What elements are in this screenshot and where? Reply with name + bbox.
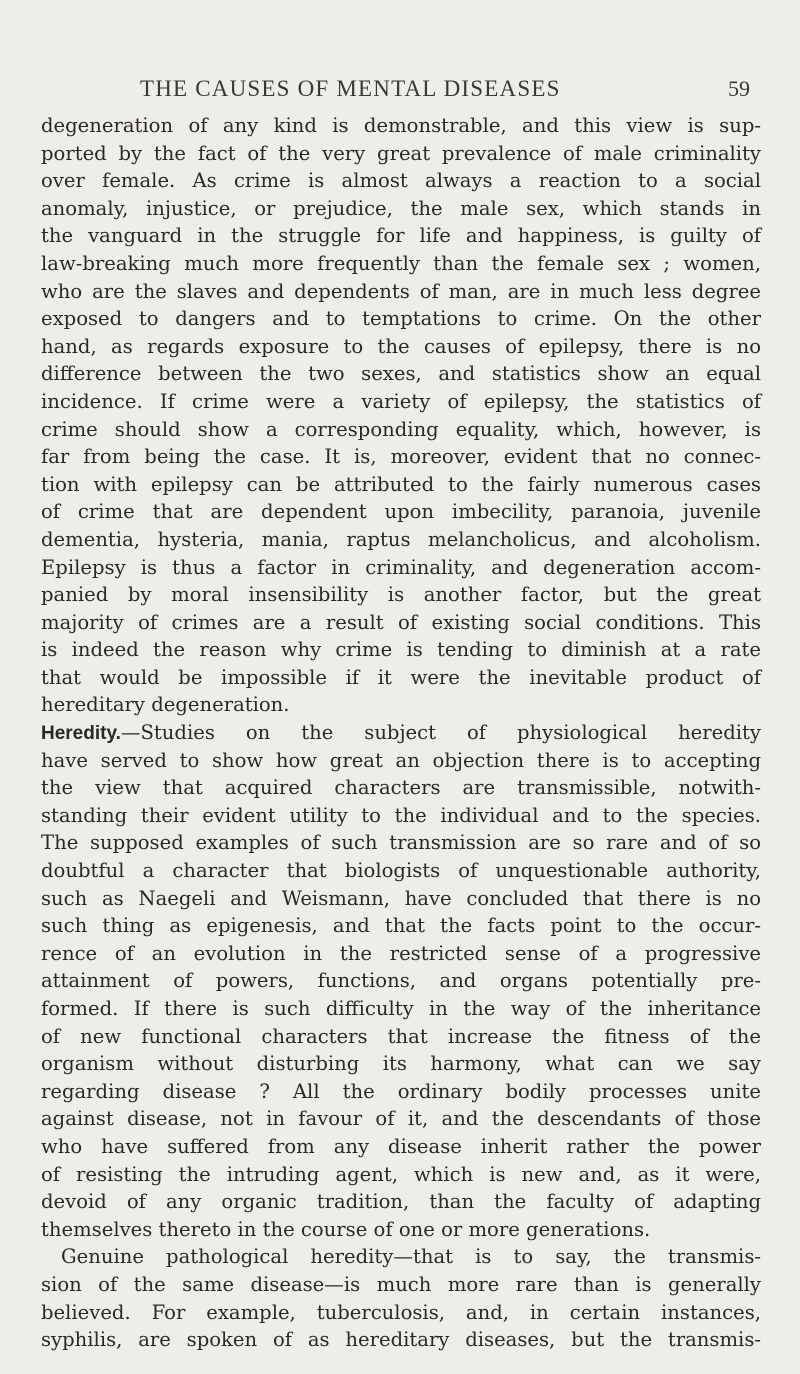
text-line: that would be impossible if it were the inevitable product of xyxy=(41,665,761,689)
text-line: dementia, hysteria, mania, raptus melancholicus, and alcoholism. xyxy=(41,527,761,551)
text-line: who have suffered from any disease inherit rather the power xyxy=(41,1134,761,1158)
text-line: standing their evident utility to the individual and to the species. xyxy=(41,803,761,827)
text-line: over female. As crime is almost always a reaction to a social xyxy=(41,169,761,193)
text-line: ported by the fact of the very great prevalence of male criminality xyxy=(41,141,761,165)
page-number: 59 xyxy=(728,76,750,101)
text-line: regarding disease ? All the ordinary bodily processes unite xyxy=(41,1079,761,1103)
text-line: is indeed the reason why crime is tending to diminish at a rate xyxy=(41,638,761,662)
text-line: The supposed examples of such transmission are so rare and of so xyxy=(41,831,761,855)
text-line: law-breaking much more frequently than the female sex ; women, xyxy=(41,251,761,275)
text-line: Epilepsy is thus a factor in criminality, and degeneration accom- xyxy=(41,555,761,579)
text-line: of crime that are dependent upon imbecility, paranoia, juvenile xyxy=(41,500,761,524)
text-line: doubtful a character that biologists of unquestionable authority, xyxy=(41,859,761,883)
text-fragment: —Studies on the subject of physiological heredity xyxy=(120,721,761,745)
text-line: rence of an evolution in the restricted sense of a progressive xyxy=(41,941,761,965)
text-line: panied by moral insensibility is another factor, but the great xyxy=(41,583,761,607)
running-head xyxy=(40,76,760,110)
text-line: Genuine pathological heredity—that is to say, the transmis- xyxy=(61,1245,761,1269)
text-line: who are the slaves and dependents of man, are in much less degree xyxy=(41,279,761,303)
text-line: such thing as epigenesis, and that the facts point to the occur- xyxy=(41,914,761,938)
text-line: far from being the case. It is, moreover, evident that no connec- xyxy=(41,445,761,469)
body-text xyxy=(41,112,761,1354)
paragraph-pathological-heredity xyxy=(41,1243,761,1353)
text-line: the vanguard in the struggle for life and happiness, is guilty of xyxy=(41,224,761,248)
text-line: have served to show how great an objection there is to accepting xyxy=(41,748,761,772)
text-line: the view that acquired characters are transmissible, notwith- xyxy=(41,776,761,800)
text-line: degeneration of any kind is demonstrable, and this view is sup- xyxy=(41,114,761,137)
text-line: hand, as regards exposure to the causes of epilepsy, there is no xyxy=(41,334,761,358)
text-line: against disease, not in favour of it, and the descendants of those xyxy=(41,1107,761,1131)
text-line: devoid of any organic tradition, than the faculty of adapting xyxy=(41,1190,761,1214)
text-line: difference between the two sexes, and statistics show an equal xyxy=(41,362,761,386)
text-line: majority of crimes are a result of existing social conditions. This xyxy=(41,610,761,634)
text-line xyxy=(41,719,761,747)
text-line: organism without disturbing its harmony, what can we say xyxy=(41,1052,761,1076)
text-line: of new functional characters that increase the fitness of the xyxy=(41,1024,761,1048)
text-line: such as Naegeli and Weismann, have concluded that there is no xyxy=(41,886,761,910)
text-line: sion of the same disease—is much more rare than is generally xyxy=(41,1272,761,1296)
paragraph-heredity xyxy=(41,719,761,1243)
section-heading-heredity: Heredity. xyxy=(41,723,121,745)
text-line: syphilis, are spoken of as hereditary diseases, but the transmis- xyxy=(41,1328,761,1352)
text-line: themselves thereto in the course of one or more generations. xyxy=(41,1217,651,1241)
text-line: incidence. If crime were a variety of epilepsy, the statistics of xyxy=(41,389,761,413)
running-title: THE CAUSES OF MENTAL DISEASES xyxy=(140,76,561,101)
text-line: tion with epilepsy can be attributed to the fairly numerous cases xyxy=(41,472,761,496)
text-line: formed. If there is such difficulty in the way of the inheritance xyxy=(41,997,761,1020)
text-line: crime should show a corresponding equality, which, however, is xyxy=(41,417,761,441)
text-line: of resisting the intruding agent, which is new and, as it were, xyxy=(41,1162,761,1186)
paragraph-criminality xyxy=(41,112,761,719)
text-line: anomaly, injustice, or prejudice, the male sex, which stands in xyxy=(41,196,761,220)
text-line: attainment of powers, functions, and organs potentially pre- xyxy=(41,969,761,993)
text-line: exposed to dangers and to temptations to crime. On the other xyxy=(41,307,761,331)
text-line: hereditary degeneration. xyxy=(41,693,290,717)
text-line: believed. For example, tuberculosis, and, in certain instances, xyxy=(41,1300,761,1324)
